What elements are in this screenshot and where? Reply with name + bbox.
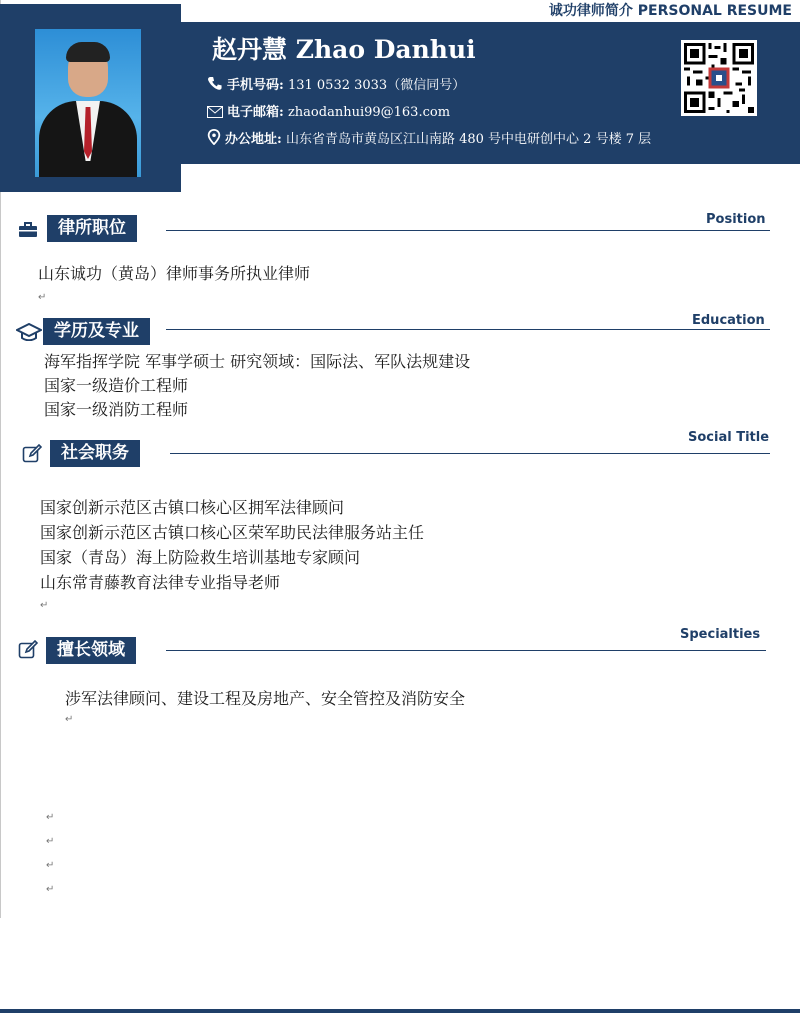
section-header-position (0, 212, 800, 243)
email-value: zhaodanhui99@163.com (287, 105, 451, 120)
education-line: 国家一级消防工程师 (44, 400, 189, 419)
document-title: 诚功律师简介 PERSONAL RESUME (548, 3, 792, 19)
qr-code-icon (681, 40, 757, 116)
social-line: 山东常青藤教育法律专业指导老师 (40, 573, 281, 592)
portrait-photo (35, 29, 141, 177)
phone-value: 131 0532 3033（微信同号） (287, 78, 466, 93)
mail-icon (207, 106, 223, 118)
section-title: 社会职务 (50, 440, 140, 467)
address-label: 办公地址: (225, 132, 282, 147)
section-divider (166, 329, 770, 330)
section-header-education (0, 313, 800, 346)
paragraph-mark: ↵ (46, 860, 55, 871)
edit-icon (22, 444, 42, 464)
phone-label: 手机号码: (227, 78, 284, 93)
email-row (207, 101, 450, 120)
email-label: 电子邮箱: (227, 105, 284, 120)
address-row (207, 128, 651, 147)
section-title: 擅长领域 (46, 637, 136, 664)
section-divider (166, 230, 770, 231)
education-line: 国家一级造价工程师 (44, 376, 189, 395)
section-title: 学历及专业 (43, 318, 150, 345)
section-title-en: Position (706, 212, 766, 227)
section-title-en: Social Title (688, 430, 770, 445)
briefcase-icon (18, 222, 38, 238)
social-line: 国家（青岛）海上防险救生培训基地专家顾问 (40, 548, 361, 567)
paragraph-mark: ↵ (46, 884, 55, 895)
footer-bar (0, 1009, 800, 1013)
paragraph-mark: ↵ (65, 714, 74, 725)
paragraph-mark: ↵ (40, 600, 49, 611)
section-title-en: Specialties (680, 627, 761, 642)
social-line: 国家创新示范区古镇口核心区荣军助民法律服务站主任 (40, 523, 425, 542)
address-value: 山东省青岛市黄岛区江山南路 480 号中电研创中心 2 号楼 7 层 (285, 132, 652, 147)
location-pin-icon (207, 129, 221, 145)
paragraph-mark: ↵ (38, 292, 47, 303)
position-line: 山东诚功（黄岛）律师事务所执业律师 (38, 264, 311, 283)
section-title: 律所职位 (47, 215, 137, 242)
paragraph-mark: ↵ (46, 812, 55, 823)
section-header-specialties (0, 627, 800, 665)
education-line: 海军指挥学院 军事学硕士 研究领域：国际法、军队法规建设 (44, 352, 471, 371)
graduation-cap-icon (16, 323, 42, 341)
phone-icon (207, 76, 223, 91)
section-title-en: Education (692, 313, 765, 328)
paragraph-mark: ↵ (46, 836, 55, 847)
edit-icon (18, 640, 38, 660)
section-divider (170, 453, 770, 454)
section-divider (166, 650, 766, 651)
specialties-line: 涉军法律顾问、建设工程及房地产、安全管控及消防安全 (65, 689, 466, 708)
phone-row (207, 74, 465, 93)
person-name: 赵丹慧 Zhao Danhui (212, 35, 476, 64)
social-line: 国家创新示范区古镇口核心区拥军法律顾问 (40, 498, 345, 517)
section-header-social (0, 430, 800, 468)
